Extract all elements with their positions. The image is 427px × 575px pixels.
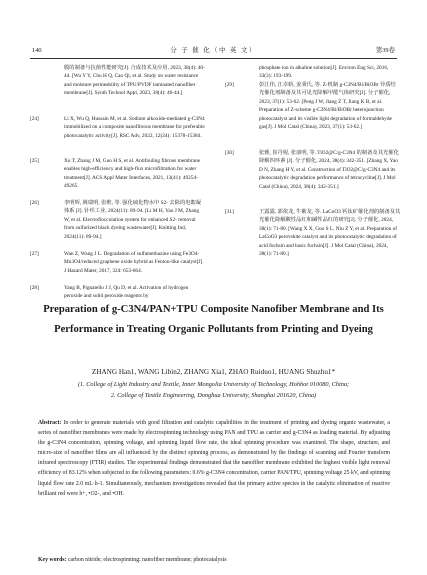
reference-text: 彭江伟, 江卓娇, 姜秉氏, 等. Z-机制 g-C3N4/Bi/BiOBr 异质结光催化剂制备及其可见光降解甲醛气体研究[J]. 分子催化, 2023, 37(1): 53-62. [Peng J W, Jiang Z T, Jiang K B, et al. Preparation of Z-scheme g-C3N4/Bi/BiOBr heterojunction photocatalyst and its visible light degradation of formaldehyde gas[J]. J Mol Catal (China), 2023, 37(1): 53-62.] bbox=[259, 82, 396, 131]
reference-text: Li X, Wu Q, Hussain M, et al. Sodium alkoxide-mediated g-C3N4 immobilized on a composite nanofibrous membrane for preferable photocatalytic activity[J]. RSC Adv, 2022, 12(24): 15378-15384. bbox=[64, 116, 205, 139]
reference-number: [28] bbox=[30, 285, 39, 291]
references-left-column bbox=[30, 64, 206, 301]
keywords bbox=[38, 555, 390, 565]
reference-number: [30] bbox=[225, 150, 234, 156]
running-header bbox=[30, 46, 397, 56]
reference-item bbox=[225, 81, 401, 149]
reference-number: [29] bbox=[225, 82, 234, 88]
reference-item bbox=[225, 208, 401, 259]
reference-item bbox=[30, 199, 206, 250]
reference-text: 膜的制备与抗菌性能研究[J]. 合成技术及应用, 2023, 38(4): 40-44. [Wu Y Y, Chu H Q, Cao Qi, et al. Study on water resistance and moisture permeability of TPU/PVDF laminated nanofiber membrane[J]. Synth Technol Appl, 2023, 38(4): 40-44.] bbox=[64, 65, 205, 97]
author-list: ZHANG Han1, WANG Libin2, ZHANG Xia1, ZHAO Ruiduo1, HUANG Shuzhu1* bbox=[91, 368, 336, 376]
page-number: 140 bbox=[32, 47, 42, 54]
references-right-column bbox=[225, 64, 401, 259]
reference-item bbox=[30, 284, 206, 301]
reference-text: 李明辉, 姚瑞明, 张维, 等. 强化硫化物水中 S2- 去除的电絮凝体系 [J]. 针织工业, 2024(11): 89-94. [Li M H, Yao J M, Zhang W, et al. Electroflocculation system for enhanced S2- removal from sulfurized black dyeing wastewater[J]. Knitting Ind, 2024(11): 89-94.] bbox=[64, 200, 202, 240]
keywords-text: carbon nitride; electrospinning; nanofiber membrane; photocatalysis bbox=[67, 557, 227, 563]
reference-number: [27] bbox=[30, 251, 39, 257]
reference-number: [31] bbox=[225, 209, 234, 215]
reference-number: [25] bbox=[30, 158, 39, 164]
reference-item bbox=[225, 149, 401, 208]
affiliation-line: (1. College of Light Industry and Textile, Inner Mongolia University of Technology, Hohhot 010080, China; bbox=[77, 381, 350, 388]
reference-item bbox=[225, 64, 401, 81]
abstract bbox=[38, 418, 390, 499]
reference-text: phosphate ion in alkaline solution[J]. Environ Eng Sci, 2016, 33(3): 193-199. bbox=[259, 65, 389, 80]
reference-text: 张雅, 崔丹妮, 张康明, 等. TiO2@C/g-C3N4 的制备及其光催化降解四环素 [J]. 分子催化, 2024, 38(4): 342-351. [Zhang X, Yao D N, Zhang H Y, et al. Construction of TiO2@C/g-C3N4 and its photocatalytic degradation performance of tetracycline[J]. J Mol Catal (China), 2024, 38(4): 342-351.] bbox=[259, 150, 399, 190]
reference-item bbox=[30, 250, 206, 284]
reference-item bbox=[30, 157, 206, 199]
reference-text: Wan Z, Wang J L. Degradation of sulfamethazine using Fe3O4-Mn3O4/reduced graphene oxide hybrid as Fenton-like catalyst[J]. J Hazard Mater, 2017, 324: 653-664. bbox=[64, 251, 204, 274]
reference-text: Yang B, Pignatello J J, Qu D, et al. Activation of hydrogen peroxide and solid peroxide reagents by bbox=[64, 285, 189, 300]
reference-item bbox=[30, 115, 206, 157]
affiliation-line: 2. College of Textile Engineering, Donghua University, Shanghai 201620, China) bbox=[110, 391, 317, 399]
volume-label: 第39卷 bbox=[375, 47, 395, 54]
abstract-label: Abstract: bbox=[38, 420, 62, 426]
reference-number: [26] bbox=[30, 200, 39, 206]
header-rule bbox=[30, 58, 397, 59]
journal-name: 分 子 催 化（中 英 文） bbox=[170, 47, 257, 54]
reference-number: [24] bbox=[30, 116, 39, 122]
reference-text: Xu T, Zhang J M, Guo H S, et al. Antifouling fibrous membrane enables high-efficiency and high-flux microfiltration for water treatment[J]. ACS Appl Mater Interfaces, 2021, 13(41): 49254-49265. bbox=[64, 158, 201, 190]
affiliations bbox=[20, 380, 407, 401]
abstract-text: In order to generate materials with good filtration and catalytic capabilities in the treatment of printing and dyeing organic wastewater, a series of nanofiber membranes were made by electrospinning technology using PAN and TPU as carrier and g-C3N4 as loading material. By adjusting the g-C3N4 concentration, spinning voltage, and spinning liquid flow rate, the ideal spinning procedure was examined. The shape, structure, and micro-size of nanofiber films are all influenced by the distinct spinning process, as demonstrated by the findings of scanning and Fourier transform infrared spectroscopy (FTIR) studies. The experimental findings demonstrated that the nanofiber membrane exhibited the highest visible light removal efficiency of 83.12% when subjected to the following parameters: 0.6% g-C3N4 concentration, carrier PAN/TPU, spinning voltage 25 kV, and spinning liquid flow rate 2.0 mL·h-1. Simultaneously, mechanism investigations revealed that the primary active species in the catalytic elimination of reactive brilliant red were h+, •O2-, and •OH. bbox=[38, 420, 390, 497]
paper-title: Preparation of g-C3N4/PAN+TPU Composite Nanofiber Membrane and Its Performance in Treating Organic Pollutants from Printing and Dyeing bbox=[43, 304, 384, 335]
reference-item bbox=[30, 64, 206, 115]
keywords-label: Key words: bbox=[38, 557, 67, 563]
reference-text: 王露露, 郭依龙, 牛紫龙, 等. LaCoO3 钙钛矿催化剂的制备及其光催化降解酸性品红和碱性品红的研究[J]. 分子催化, 2024, 38(1): 71-80. [Wang X X, Guo S L, Niu Z Y, et al. Preparation of LaCoO3 perovskite catalyst and its photocatalytic degradation of acid fuchsin and basic fuchsin[J]. J Mol Catal (China), 2024, 38(1): 71-80.] bbox=[259, 209, 401, 258]
